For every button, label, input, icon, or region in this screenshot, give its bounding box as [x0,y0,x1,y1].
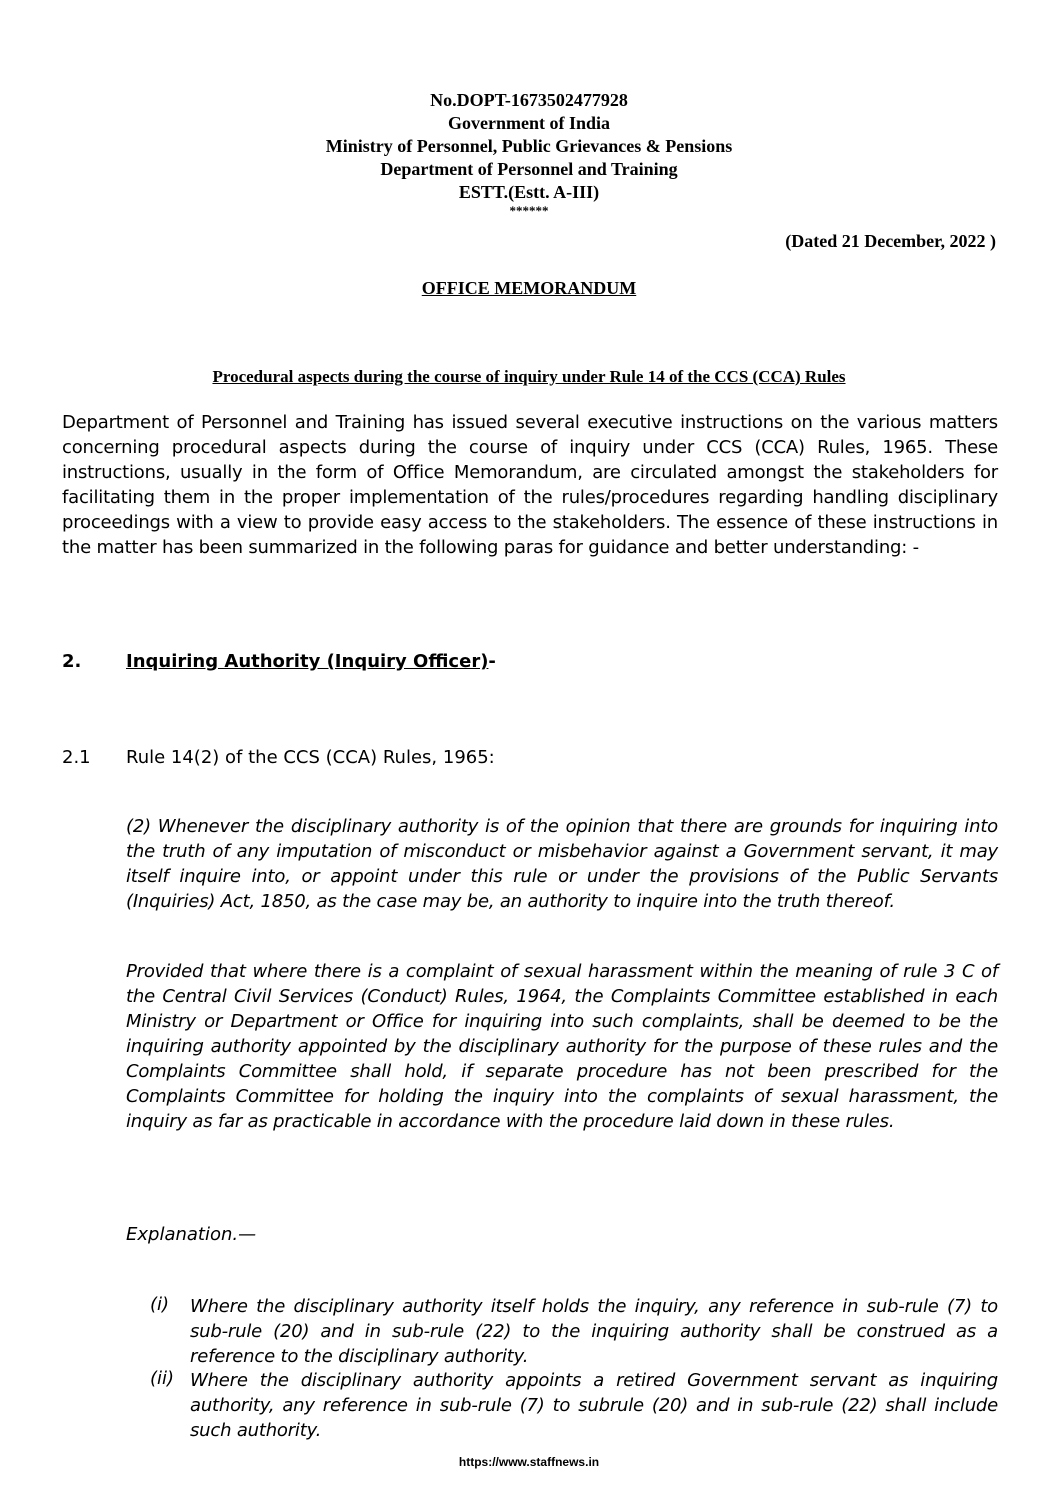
section-2-heading [126,651,496,672]
explanation-i-number: (i) [150,1294,170,1315]
explanation-ii-number: (ii) [150,1368,175,1389]
document-header [0,89,1058,218]
proviso-text: Provided that where there is a complaint of sexual harassment within the meaning of rule 3 C of the Central Civil Services (Conduct) Rules, 1964, the Complaints Committee established in each Ministry or Department or Office for inquiring into such complaints, shall be deemed to be the inquiring authority appointed by the disciplinary authority for the purpose of these rules and the Complaints Committee shall hold, if separate procedure has not been prescribed for the Complaints Committee for holding the inquiry into the complaints of sexual harassment, the inquiry as far as practicable in accordance with the procedure laid down in these rules. [126,961,998,1132]
ministry-name: Ministry of Personnel, Public Grievances & Pensions [325,136,733,156]
file-number: No.DOPT-1673502477928 [430,90,628,110]
subject-line: Procedural aspects during the course of inquiry under Rule 14 of the CCS (CCA) Rules [212,367,846,386]
separator-stars: ****** [509,203,549,218]
government-name: Government of India [448,113,610,133]
section-name: ESTT.(Estt. A-III) [458,182,600,202]
section-2-title: Inquiring Authority (Inquiry Officer) [126,651,489,672]
section-2-suffix: - [488,651,496,672]
page-title: OFFICE MEMORANDUM [421,278,637,298]
intro-paragraph: Department of Personnel and Training has issued several executive instructions on the various matters concerning procedural aspects during the course of inquiry under CCS (CCA) Rules, 1965. These instructions, usually in the form of Office Memorandum, are circulated amongst the stakeholders for facilitating them in the proper implementation of the rules/procedures regarding handling disciplinary proceedings with a view to provide easy access to the stakeholders. The essence of these instructions in the matter has been summarized in the following paras for guidance and better understanding: - [62,412,998,558]
rule-text: (2) Whenever the disciplinary authority is of the opinion that there are grounds for inquiring into the truth of any imputation of misconduct or misbehavior against a Government servant, it may itself inquire into, or appoint under this rule or under the provisions of the Public Servants (Inquiries) Act, 1850, as the case may be, an authority to inquire into the truth thereof. [126,816,998,912]
explanation-i-text: Where the disciplinary authority itself holds the inquiry, any reference in sub-rule (7) to sub-rule (20) and in sub-rule (22) to the inquiring authority shall be construed as a reference to the disciplinary authority. [190,1296,998,1367]
explanation-label: Explanation.— [126,1224,257,1245]
section-2-1-number: 2.1 [62,747,91,768]
department-name: Department of Personnel and Training [380,159,678,179]
section-2-1-text: Rule 14(2) of the CCS (CCA) Rules, 1965: [126,747,495,768]
document-date: (Dated 21 December, 2022 ) [785,231,996,251]
section-2-number: 2. [62,651,82,672]
explanation-ii-text: Where the disciplinary authority appoints a retired Government servant as inquiring authority, any reference in sub-rule (7) to subrule (20) and in sub-rule (22) shall include such authority. [190,1370,998,1441]
footer-url[interactable]: https://www.staffnews.in [458,1455,600,1469]
